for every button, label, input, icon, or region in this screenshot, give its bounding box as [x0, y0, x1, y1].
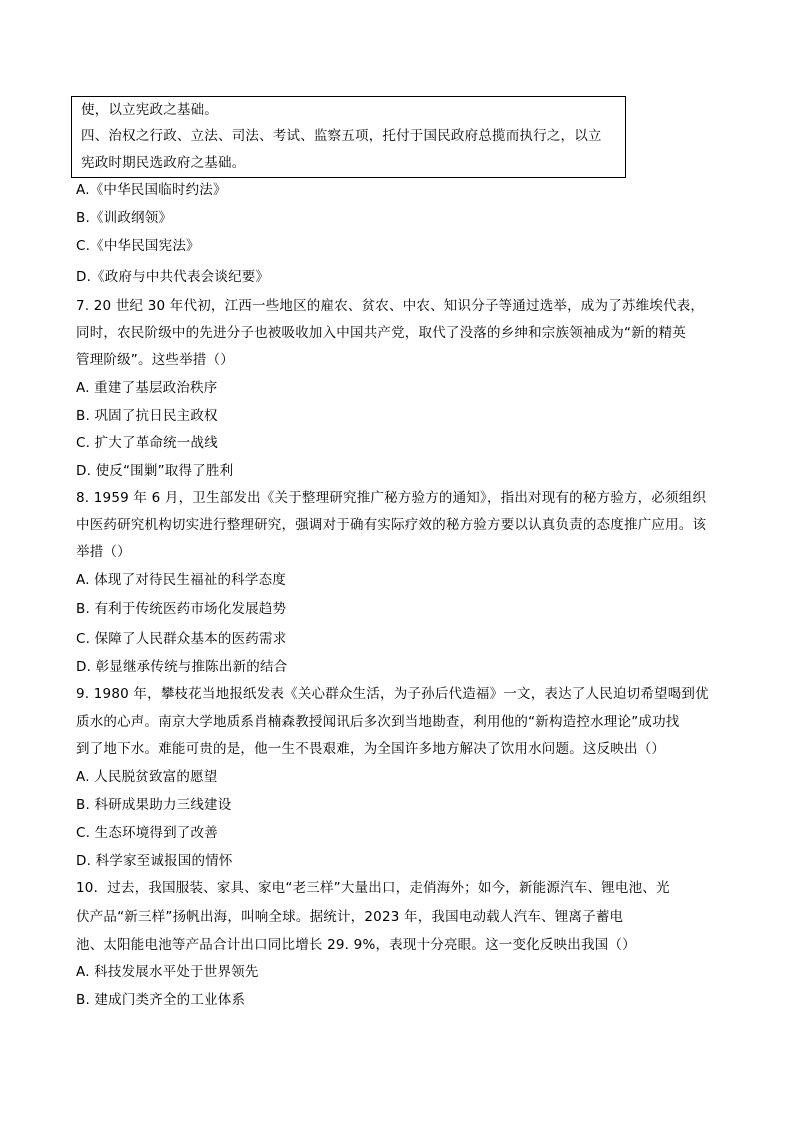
q9-option-b: B. 科研成果助力三线建设 [76, 797, 232, 813]
q8-stem-line: 举措（） [76, 544, 131, 560]
q7-stem-line: 同时，农民阶级中的先进分子也被吸收加入中国共产党，取代了没落的乡绅和宗族领袖成为“新的精英 [76, 325, 686, 341]
q8-option-c: C. 保障了人民群众基本的医药需求 [76, 631, 287, 647]
q7-option-d: D. 使反“围剿”取得了胜利 [76, 463, 234, 479]
q10-stem-line: 伏产品“新三样”扬帆出海，叫响全球。据统计，2023 年，我国电动载人汽车、锂离子蓄电 [76, 909, 624, 925]
q7-stem-line: 管理阶级”。这些举措（） [76, 352, 234, 368]
q8-option-d: D. 彰显继承传统与推陈出新的结合 [76, 659, 288, 675]
q9-stem-line: 9. 1980 年，攀枝花当地报纸发表《关心群众生活，为子孙后代造福》一文，表达了人民迫切希望喝到优 [76, 686, 709, 702]
q10-stem-line: 10．过去，我国服装、家具、家电“老三样”大量出口，走俏海外；如今，新能源汽车、锂电池、光 [76, 880, 670, 896]
q7-option-b: B. 巩固了抗日民主政权 [76, 408, 218, 424]
q8-stem-line: 中医药研究机构切实进行整理研究，强调对于确有实际疗效的秘方验方要以认真负责的态度推广应用。该 [76, 517, 707, 533]
q6-option-a: A.《中华民国临时约法》 [76, 182, 227, 198]
q10-stem-line: 池、太阳能电池等产品合计出口同比增长 29. 9%，表现十分亮眼。这一变化反映出我国（） [76, 937, 636, 953]
q9-stem-line: 到了地下水。难能可贵的是，他一生不畏艰难，为全国许多地方解决了饮用水问题。这反映出（） [76, 741, 666, 757]
q7-option-a: A. 重建了基层政治秩序 [76, 380, 218, 396]
excerpt-box [71, 96, 626, 178]
q9-stem-line: 质水的心声。南京大学地质系肖楠森教授闻讯后多次到当地勘查，利用他的“新构造控水理论”成功找 [76, 714, 680, 730]
q8-option-a: A. 体现了对待民生福祉的科学态度 [76, 572, 286, 588]
excerpt-line: 使，以立宪政之基础。 [81, 102, 218, 118]
excerpt-line: 四、治权之行政、立法、司法、考试、监察五项，托付于国民政府总揽而执行之，以立 [81, 128, 602, 144]
q6-option-c: C.《中华民国宪法》 [76, 238, 200, 254]
q6-option-b: B.《训政纲领》 [76, 210, 173, 226]
q6-option-d: D.《政府与中共代表会谈纪要》 [76, 269, 270, 285]
q10-option-b: B. 建成门类齐全的工业体系 [76, 992, 246, 1008]
q7-option-c: C. 扩大了革命统一战线 [76, 435, 218, 451]
q8-option-b: B. 有利于传统医药市场化发展趋势 [76, 601, 287, 617]
q9-option-d: D. 科学家至诚报国的情怀 [76, 853, 233, 869]
q10-option-a: A. 科技发展水平处于世界领先 [76, 964, 259, 980]
q8-stem-line: 8. 1959 年 6 月，卫生部发出《关于整理研究推广秘方验方的通知》，指出对现有的秘方验方，必须组织 [76, 490, 707, 506]
q9-option-c: C. 生态环境得到了改善 [76, 825, 218, 841]
q9-option-a: A. 人民脱贫致富的愿望 [76, 769, 218, 785]
q7-stem-line: 7. 20 世纪 30 年代初，江西一些地区的雇农、贫农、中农、知识分子等通过选举，成为了苏维埃代表， [76, 298, 705, 314]
excerpt-line: 宪政时期民选政府之基础。 [81, 155, 246, 171]
